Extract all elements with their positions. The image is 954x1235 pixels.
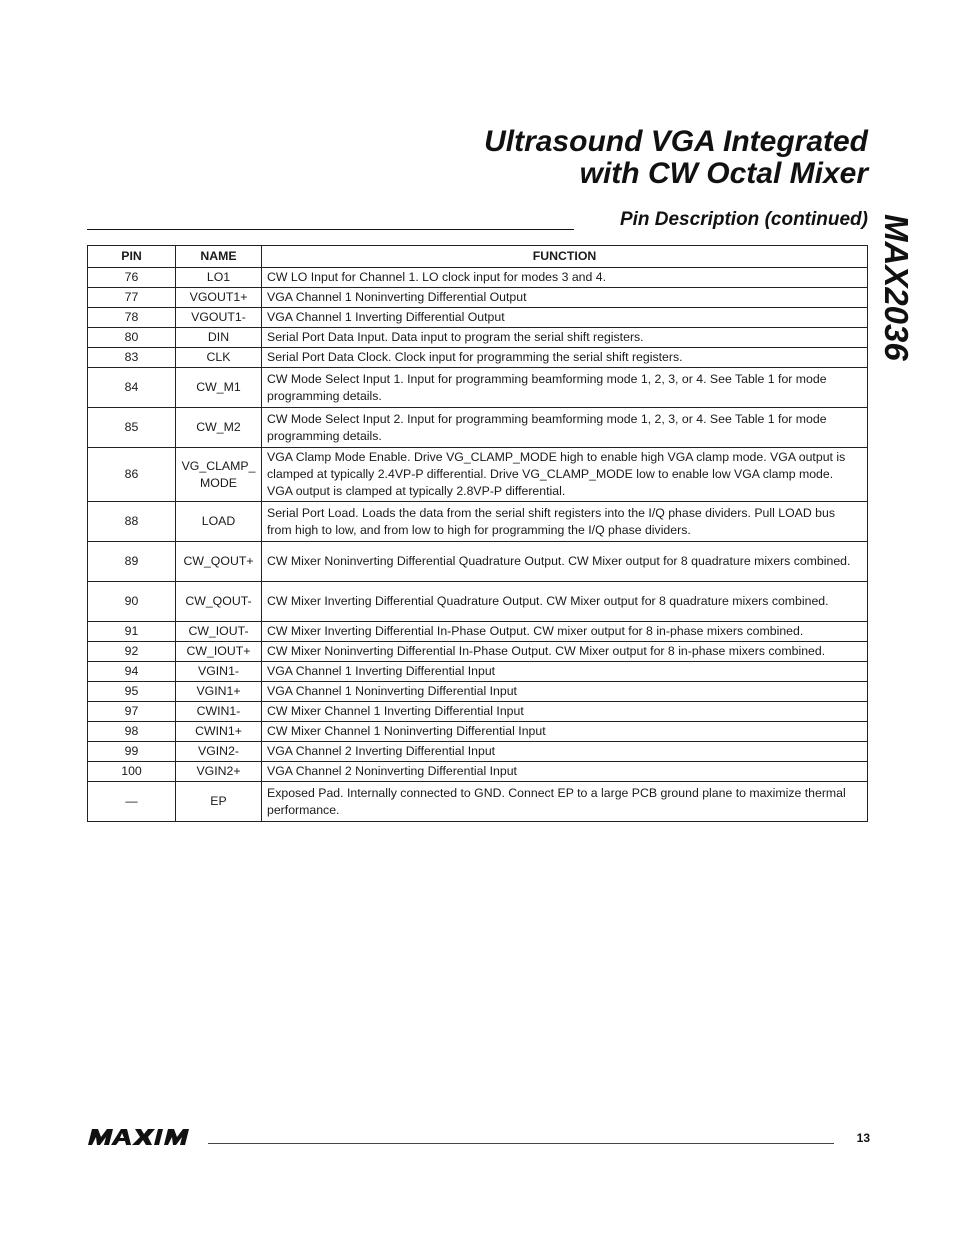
table-row [88,682,868,702]
pin-number: 78 [88,308,176,328]
pin-function: Exposed Pad. Internally connected to GND. Connect EP to a large PCB ground plane to maximize thermal performance. [262,782,868,822]
page-number: 13 [856,1131,870,1145]
pin-name: CWIN1+ [176,722,262,742]
pin-number: 83 [88,348,176,368]
table-row [88,742,868,762]
table-row [88,702,868,722]
pin-number: 90 [88,582,176,622]
pin-number: 77 [88,288,176,308]
pin-function: CW Mixer Inverting Differential In-Phase Output. CW mixer output for 8 in-phase mixers combined. [262,622,868,642]
pin-number: 97 [88,702,176,722]
pin-number: 80 [88,328,176,348]
pin-name: LO1 [176,268,262,288]
pin-number: 100 [88,762,176,782]
table-row [88,308,868,328]
pin-name: VGIN2- [176,742,262,762]
pin-number: 92 [88,642,176,662]
table-row [88,582,868,622]
part-number-side-label: MAX2036 [878,214,915,361]
pin-function: VGA Channel 1 Inverting Differential Output [262,308,868,328]
pin-name: VG_CLAMP_ MODE [176,448,262,502]
pin-number: 89 [88,542,176,582]
pin-number: 84 [88,368,176,408]
table-row [88,268,868,288]
pin-description-table [87,245,868,822]
pin-name: VGIN1- [176,662,262,682]
footer-rule [208,1143,834,1144]
table-row [88,408,868,448]
column-header-pin: PIN [88,246,176,268]
pin-name: CLK [176,348,262,368]
pin-name: VGOUT1+ [176,288,262,308]
pin-function: VGA Channel 1 Inverting Differential Input [262,662,868,682]
pin-number: 94 [88,662,176,682]
pin-function: CW Mixer Channel 1 Inverting Differential Input [262,702,868,722]
table-row [88,762,868,782]
pin-number: 99 [88,742,176,762]
pin-function: Serial Port Data Input. Data input to program the serial shift registers. [262,328,868,348]
pin-name: CW_QOUT+ [176,542,262,582]
document-title [484,126,868,190]
pin-function: VGA Channel 2 Noninverting Differential Input [262,762,868,782]
table-row [88,542,868,582]
pin-function: VGA Clamp Mode Enable. Drive VG_CLAMP_MODE high to enable high VGA clamp mode. VGA output is clamped at typically 2.4VP-P differential. Drive VG_CLAMP_MODE low to enable low VGA clamp mode. VGA output is clamped at typically 2.8VP-P differential. [262,448,868,502]
table-row [88,622,868,642]
pin-function: CW LO Input for Channel 1. LO clock input for modes 3 and 4. [262,268,868,288]
pin-name: CW_QOUT- [176,582,262,622]
pin-name: VGIN1+ [176,682,262,702]
column-header-function: FUNCTION [262,246,868,268]
pin-number: — [88,782,176,822]
table-row [88,328,868,348]
pin-name: CW_IOUT+ [176,642,262,662]
pin-function: Serial Port Data Clock. Clock input for programming the serial shift registers. [262,348,868,368]
document-title-line-2: with CW Octal Mixer [579,157,868,190]
pin-name: CW_M1 [176,368,262,408]
pin-function: CW Mixer Channel 1 Noninverting Differential Input [262,722,868,742]
table-row [88,348,868,368]
section-header-rule [87,229,574,230]
table-row [88,288,868,308]
pin-number: 76 [88,268,176,288]
pin-function: CW Mode Select Input 2. Input for programming beamforming mode 1, 2, 3, or 4. See Table 1 for mode programming details. [262,408,868,448]
table-row [88,368,868,408]
table-row [88,642,868,662]
maxim-logo [88,1129,198,1145]
pin-name: CWIN1- [176,702,262,722]
table-row [88,502,868,542]
pin-number: 91 [88,622,176,642]
table-row [88,662,868,682]
pin-number: 86 [88,448,176,502]
pin-name: DIN [176,328,262,348]
pin-function: VGA Channel 1 Noninverting Differential Input [262,682,868,702]
pin-name: LOAD [176,502,262,542]
table-row [88,782,868,822]
pin-function: CW Mixer Inverting Differential Quadrature Output. CW Mixer output for 8 quadrature mixers combined. [262,582,868,622]
pin-number: 98 [88,722,176,742]
pin-number: 88 [88,502,176,542]
pin-function: VGA Channel 2 Inverting Differential Input [262,742,868,762]
table-row [88,722,868,742]
pin-function: CW Mixer Noninverting Differential In-Phase Output. CW Mixer output for 8 in-phase mixers combined. [262,642,868,662]
column-header-name: NAME [176,246,262,268]
pin-function: CW Mixer Noninverting Differential Quadrature Output. CW Mixer output for 8 quadrature mixers combined. [262,542,868,582]
document-title-line-1: Ultrasound VGA Integrated [484,125,868,158]
pin-number: 85 [88,408,176,448]
section-title: Pin Description (continued) [619,209,868,230]
table-header-row [88,246,868,268]
pin-name: CW_IOUT- [176,622,262,642]
table-row [88,448,868,502]
pin-name: VGIN2+ [176,762,262,782]
pin-name: EP [176,782,262,822]
pin-function: Serial Port Load. Loads the data from the serial shift registers into the I/Q phase dividers. Pull LOAD bus from high to low, and from low to high for programming the I/Q phase dividers. [262,502,868,542]
pin-number: 95 [88,682,176,702]
pin-name: VGOUT1- [176,308,262,328]
pin-function: VGA Channel 1 Noninverting Differential Output [262,288,868,308]
pin-name: CW_M2 [176,408,262,448]
pin-function: CW Mode Select Input 1. Input for programming beamforming mode 1, 2, 3, or 4. See Table 1 for mode programming details. [262,368,868,408]
